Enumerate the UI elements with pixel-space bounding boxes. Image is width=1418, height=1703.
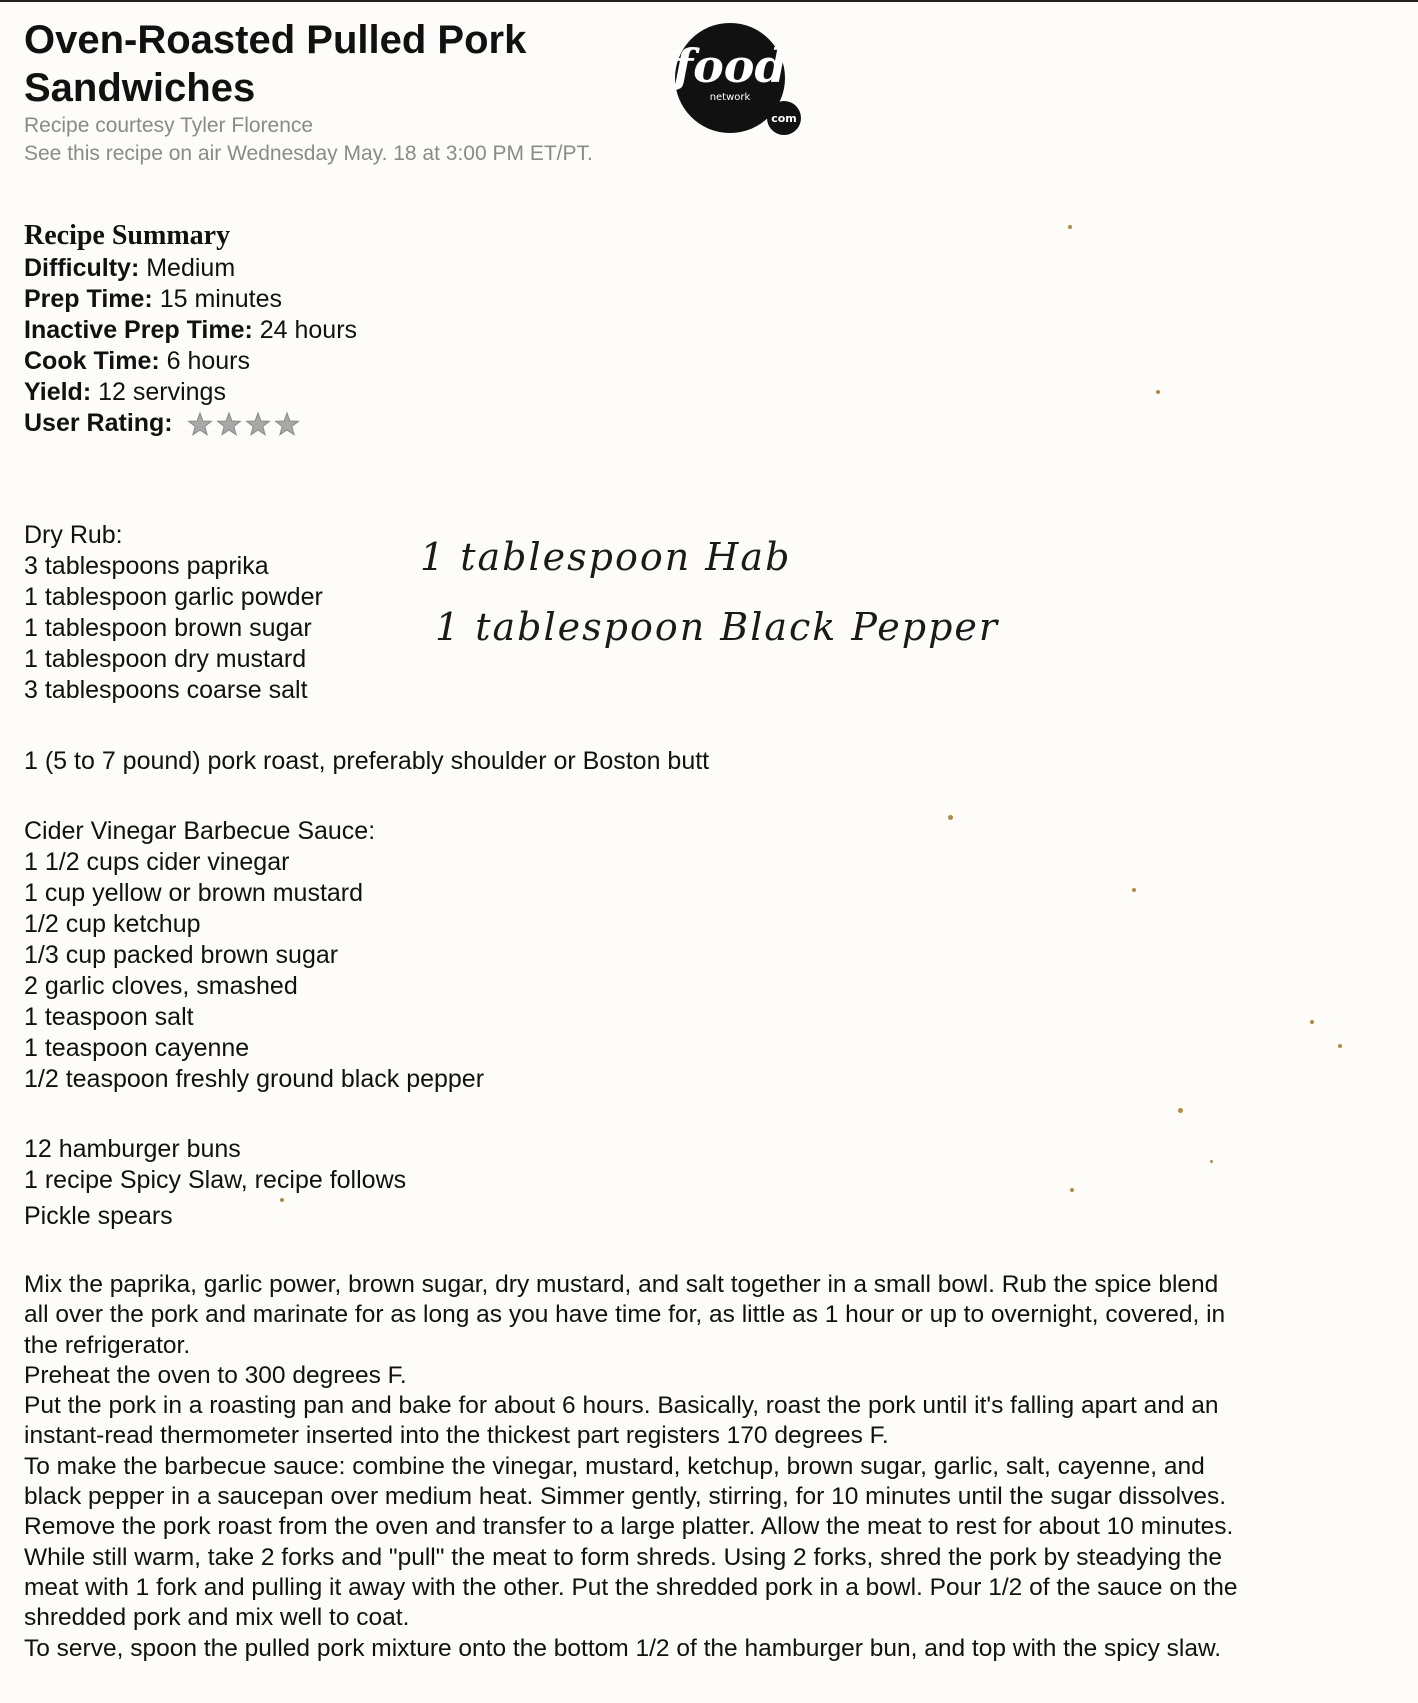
ingredient-item: 1 tablespoon dry mustard xyxy=(24,645,307,673)
directions xyxy=(24,1270,1402,1664)
top-border-line xyxy=(0,0,1418,2)
direction-line: Put the pork in a roasting pan and bake for about 6 hours. Basically, roast the pork until it's falling apart and an xyxy=(24,1392,1219,1420)
summary-inactive-prep-time xyxy=(24,315,357,346)
logo-word: food xyxy=(673,39,787,93)
recipe-summary-heading: Recipe Summary xyxy=(24,220,231,251)
summary-label: Yield: xyxy=(24,378,92,406)
summary-label: Inactive Prep Time: xyxy=(24,316,253,344)
recipe-summary xyxy=(24,253,357,439)
summary-user-rating xyxy=(24,408,357,439)
dry-rub-section xyxy=(24,520,323,706)
recipe-title-line-2: Sandwiches xyxy=(24,66,256,110)
summary-value: 6 hours xyxy=(166,347,251,375)
rating-stars xyxy=(186,410,306,438)
sauce-heading: Cider Vinegar Barbecue Sauce: xyxy=(24,817,376,845)
star-icon xyxy=(275,413,298,435)
ingredient-item: 1 teaspoon salt xyxy=(24,1003,194,1031)
paper-speck xyxy=(1178,1108,1183,1113)
direction-line: Preheat the oven to 300 degrees F. xyxy=(24,1361,407,1389)
ingredient-item: 2 garlic cloves, smashed xyxy=(24,972,298,1000)
ingredient-item: 3 tablespoons paprika xyxy=(24,552,269,580)
direction-line: shredded pork and mix well to coat. xyxy=(24,1604,410,1632)
ingredient-item: 1 teaspoon cayenne xyxy=(24,1034,250,1062)
ingredient-item: 1 cup yellow or brown mustard xyxy=(24,879,364,907)
direction-line: Remove the pork roast from the oven and transfer to a large platter. Allow the meat to rest for about 10 minutes. xyxy=(24,1513,1234,1541)
ingredient-item: 1 tablespoon brown sugar xyxy=(24,614,312,642)
ingredient-item: 12 hamburger buns xyxy=(24,1135,241,1163)
summary-value: 15 minutes xyxy=(159,285,282,313)
paper-speck xyxy=(1070,1188,1074,1192)
star-icon xyxy=(246,413,269,435)
summary-value: 24 hours xyxy=(259,316,358,344)
summary-value: 12 servings xyxy=(98,378,226,406)
recipe-courtesy: Recipe courtesy Tyler Florence xyxy=(24,114,314,137)
ingredient-item: 3 tablespoons coarse salt xyxy=(24,676,308,704)
summary-cook-time xyxy=(24,346,357,377)
ingredient-item: Pickle spears xyxy=(24,1202,173,1230)
paper-speck xyxy=(1210,1160,1213,1163)
summary-prep-time xyxy=(24,284,357,315)
ingredient-item: 1/3 cup packed brown sugar xyxy=(24,941,339,969)
direction-line: instant-read thermometer inserted into the thickest part registers 170 degrees F. xyxy=(24,1422,889,1450)
summary-yield xyxy=(24,377,357,408)
ingredient-item: 1 (5 to 7 pound) pork roast, preferably shoulder or Boston butt xyxy=(24,747,710,775)
summary-difficulty xyxy=(24,253,357,284)
paper-speck xyxy=(1132,888,1136,892)
direction-line: all over the pork and marinate for as long as you have time for, as little as 1 hour or up to overnight, covered, in xyxy=(24,1301,1226,1329)
direction-line: While still warm, take 2 forks and "pull" the meat to form shreds. Using 2 forks, shred the pork by steadying the xyxy=(24,1543,1222,1571)
food-network-logo xyxy=(668,18,818,138)
ingredient-item: 1 tablespoon garlic powder xyxy=(24,583,323,611)
ingredient-item: 1 recipe Spicy Slaw, recipe follows xyxy=(24,1166,407,1194)
dry-rub-heading: Dry Rub: xyxy=(24,521,123,549)
extras-section xyxy=(24,1134,406,1232)
direction-line: Mix the paprika, garlic power, brown sugar, dry mustard, and salt together in a small bowl. Rub the spice blend xyxy=(24,1271,1219,1298)
handwritten-note-2: 1 tablespoon Black Pepper xyxy=(435,605,1000,649)
summary-label: Difficulty: xyxy=(24,254,140,282)
direction-line: meat with 1 fork and pulling it away with the other. Put the shredded pork in a bowl. Pour 1/2 of the sauce on the xyxy=(24,1573,1238,1601)
air-date-note: See this recipe on air Wednesday May. 18 at 3:00 PM ET/PT. xyxy=(24,142,593,165)
paper-speck xyxy=(948,815,953,820)
paper-speck xyxy=(1068,225,1072,229)
logo-network-text: network xyxy=(709,92,751,103)
ingredient-item: 1 1/2 cups cider vinegar xyxy=(24,848,290,876)
paper-speck xyxy=(1156,390,1160,394)
star-icon xyxy=(188,413,211,435)
ingredient-item: 1/2 cup ketchup xyxy=(24,910,201,938)
paper-speck xyxy=(1310,1020,1314,1024)
summary-label: User Rating: xyxy=(24,409,173,437)
summary-value: Medium xyxy=(146,254,236,282)
handwritten-note-1: 1 tablespoon Hab xyxy=(420,535,792,579)
paper-speck xyxy=(280,1198,284,1202)
direction-line: black pepper in a saucepan over medium heat. Simmer gently, stirring, for 10 minutes until the sugar dissolves. xyxy=(24,1483,1226,1511)
recipe-title-line-1: Oven-Roasted Pulled Pork xyxy=(24,18,527,62)
recipe-title xyxy=(24,16,526,112)
logo-com-text: com xyxy=(771,112,797,125)
sauce-section xyxy=(24,816,484,1095)
ingredient-item: 1/2 teaspoon freshly ground black pepper xyxy=(24,1065,485,1093)
direction-line: the refrigerator. xyxy=(24,1331,191,1359)
pork-section xyxy=(24,746,709,777)
summary-label: Prep Time: xyxy=(24,285,153,313)
paper-speck xyxy=(1338,1044,1342,1048)
direction-line: To serve, spoon the pulled pork mixture onto the bottom 1/2 of the hamburger bun, and top with the spicy slaw. xyxy=(24,1634,1222,1662)
direction-line: To make the barbecue sauce: combine the vinegar, mustard, ketchup, brown sugar, garlic, salt, cayenne, and xyxy=(24,1452,1205,1480)
summary-label: Cook Time: xyxy=(24,347,160,375)
star-icon xyxy=(217,413,240,435)
